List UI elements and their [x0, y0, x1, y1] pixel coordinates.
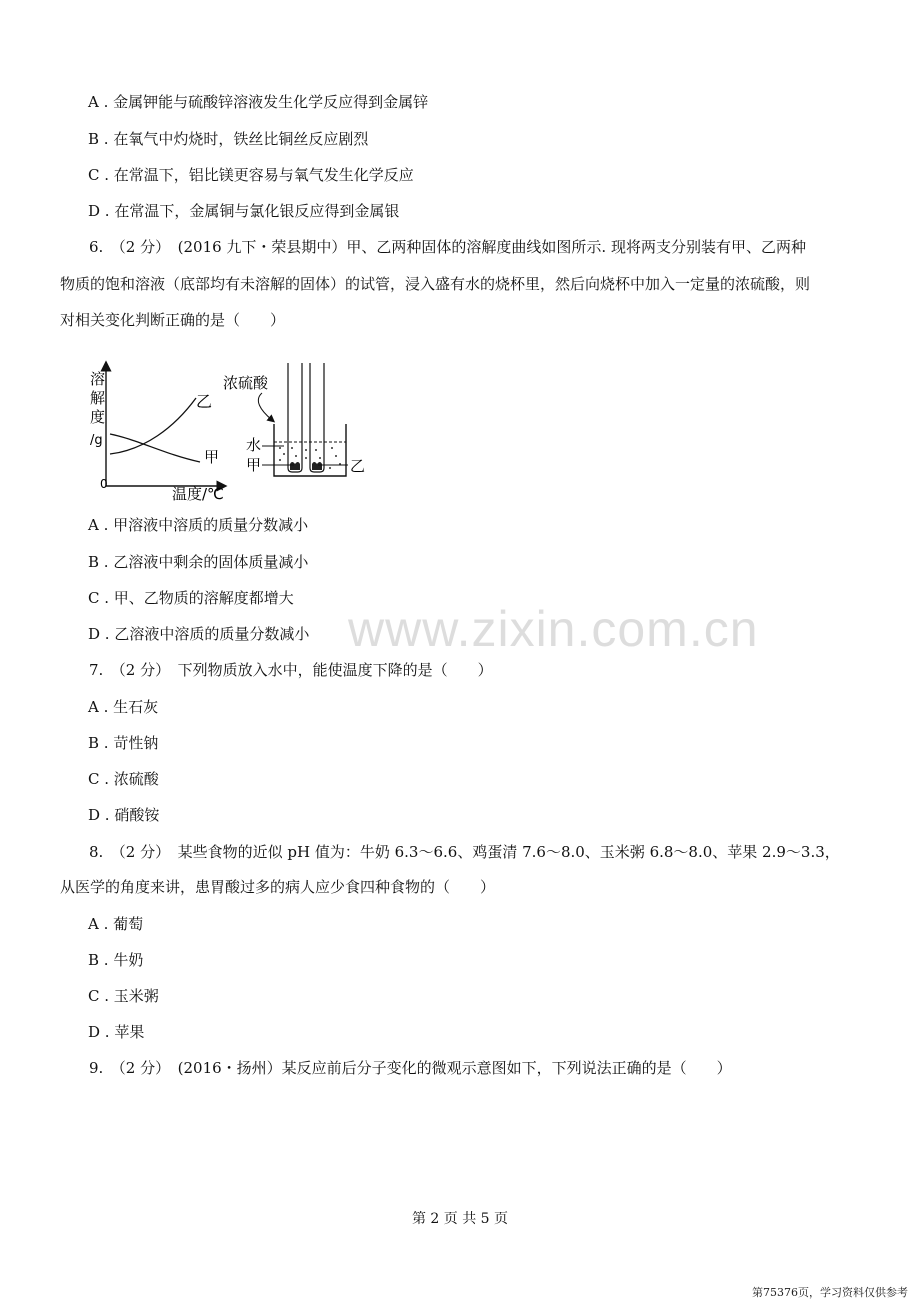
y-axis-label-2: 解: [90, 389, 106, 407]
q8-stem-line-2: 从医学的角度来讲，患胃酸过多的病人应少食四种食物的（ ）: [60, 878, 496, 896]
solid-yi: [312, 462, 322, 470]
q6-stem-line-3: 对相关变化判断正确的是（ ）: [60, 311, 286, 329]
solid-jia: [290, 462, 300, 470]
q7-option-c: C . 浓硫酸: [88, 770, 159, 788]
curve-yi: [110, 398, 196, 454]
q6-option-d: D . 乙溶液中溶质的质量分数减小: [88, 625, 310, 643]
q6-option-a: A . 甲溶液中溶质的质量分数减小: [88, 516, 309, 534]
tube-yi: [310, 363, 324, 472]
q6-option-c: C . 甲、乙物质的溶解度都增大: [88, 589, 294, 607]
q8-option-c: C . 玉米粥: [88, 987, 159, 1005]
y-axis-label-1: 溶: [90, 370, 106, 388]
q8-stem-line-1: 8. （2 分） 某些食物的近似 pH 值为：牛奶 6.3～6.6、鸡蛋清 7.6～8.0、玉米粥 6.8～8.0、苹果 2.9～3.3，: [89, 843, 840, 861]
curve-label-jia: 甲: [204, 448, 220, 466]
y-axis-label-4: /g: [90, 433, 103, 448]
solubility-figure-svg: [84, 358, 384, 503]
q8-option-b: B . 牛奶: [88, 951, 144, 969]
q5-option-c: C . 在常温下，铝比镁更容易与氧气发生化学反应: [88, 166, 414, 184]
q7-option-b: B . 苛性钠: [88, 734, 159, 752]
q7-stem: 7. （2 分） 下列物质放入水中，能使温度下降的是（ ）: [89, 661, 493, 679]
curve-jia: [110, 434, 200, 462]
curve-label-yi: 乙: [196, 392, 213, 411]
acid-arrow: [258, 393, 272, 420]
q6-option-b: B . 乙溶液中剩余的固体质量减小: [88, 553, 309, 571]
page-footer: 第 2 页 共 5 页: [411, 1211, 509, 1227]
q5-option-d: D . 在常温下，金属铜与氯化银反应得到金属银: [88, 202, 400, 220]
q8-option-a: A . 葡萄: [88, 915, 144, 933]
watermark: www.zixin.com.cn: [348, 601, 759, 657]
q5-option-b: B . 在氧气中灼烧时，铁丝比铜丝反应剧烈: [88, 130, 369, 148]
tube-jia: [288, 363, 302, 472]
q6-stem-line-1: 6. （2 分） (2016 九下・荣县期中）甲、乙两种固体的溶解度曲线如图所示. 现将两支分别装有甲、乙两种: [89, 238, 806, 256]
q6-stem-line-2: 物质的饱和溶液（底部均有未溶解的固体）的试管，浸入盛有水的烧杯里，然后向烧杯中加入一定量的浓硫酸，则: [60, 275, 811, 293]
q8-option-d: D . 苹果: [88, 1023, 145, 1041]
q9-stem: 9. （2 分） (2016・扬州）某反应前后分子变化的微观示意图如下，下列说法正确的是（ ）: [89, 1059, 732, 1077]
y-axis-label-3: 度: [90, 408, 106, 426]
q7-option-a: A . 生石灰: [88, 698, 159, 716]
corner-note: 第75376页，学习资料仅供参考: [752, 1286, 908, 1299]
origin-label: 0: [100, 477, 108, 491]
tube-label-yi: 乙: [350, 457, 366, 475]
q7-option-d: D . 硝酸铵: [88, 806, 160, 824]
x-axis-label: 温度/℃: [172, 485, 224, 503]
tube-label-jia: 甲: [246, 456, 262, 474]
q5-option-a: A . 金属钾能与硫酸锌溶液发生化学反应得到金属锌: [88, 93, 429, 111]
acid-label: 浓硫酸: [223, 374, 269, 392]
water-label: 水: [246, 436, 262, 454]
solubility-figure: [84, 358, 384, 503]
